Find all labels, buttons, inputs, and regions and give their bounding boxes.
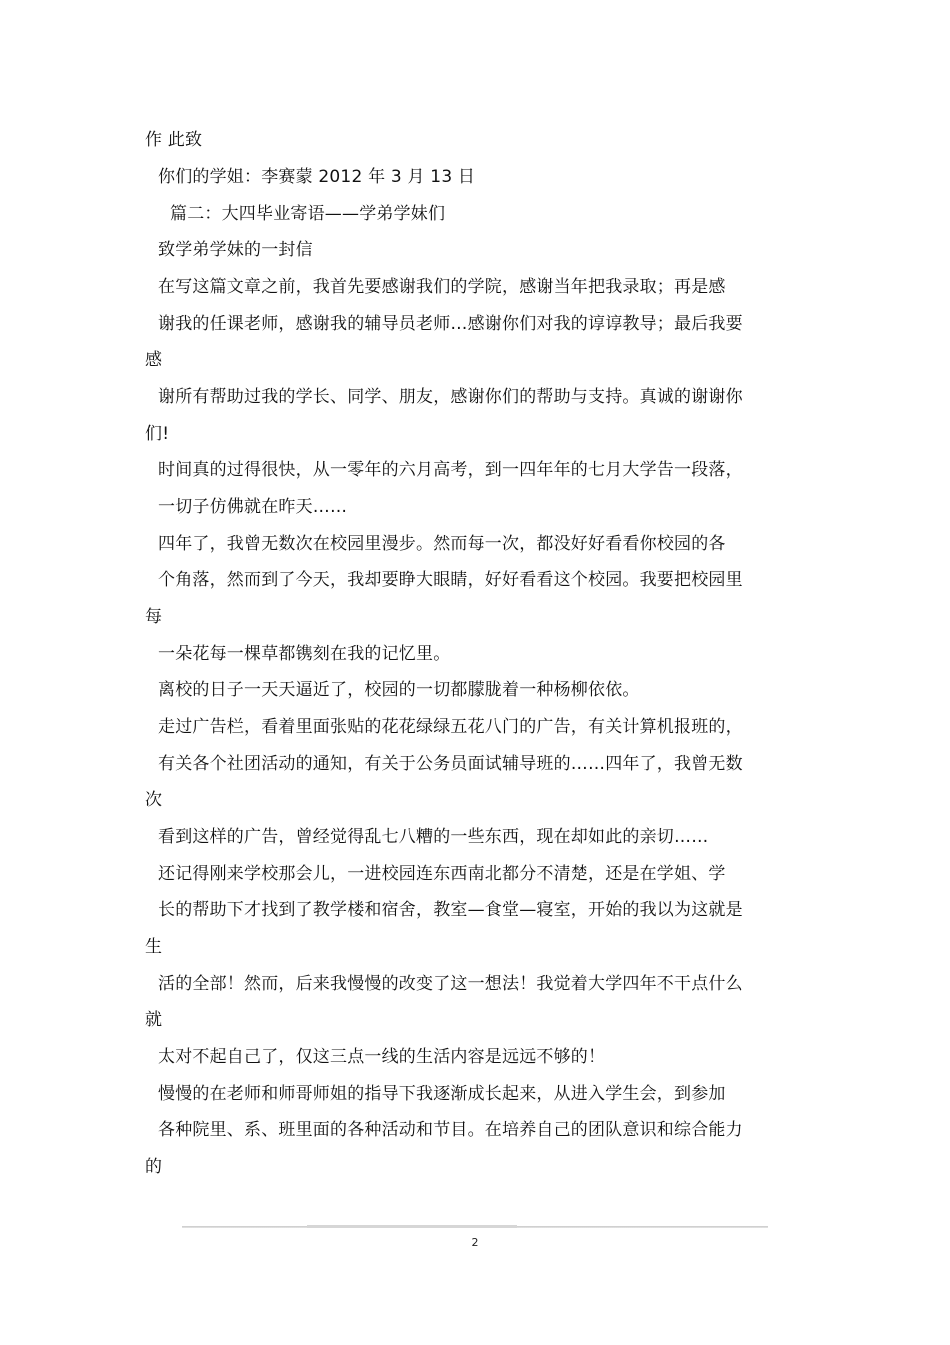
text-line-signature: 你们的学姐：李赛蒙 2012 年 3 月 13 日 <box>158 167 476 187</box>
page-number: 2 <box>471 1236 479 1249</box>
text-line: 看到这样的广告，曾经觉得乱七八糟的一些东西，现在却如此的亲切…… <box>158 827 709 847</box>
text-line: 四年了，我曾无数次在校园里漫步。然而每一次，都没好好看看你校园的各 <box>158 534 726 554</box>
text-line: 活的全部！然而，后来我慢慢的改变了这一想法！我觉着大学四年不干点什么 <box>158 974 743 994</box>
text-line: 谢所有帮助过我的学长、同学、朋友，感谢你们的帮助与支持。真诚的谢谢你 <box>158 387 743 407</box>
text-line: 次 <box>145 790 163 810</box>
text-line: 谢我的任课老师，感谢我的辅导员老师…感谢你们对我的谆谆教导；最后我要 <box>158 314 743 334</box>
text-line: 一切子仿佛就在昨天…… <box>158 497 348 517</box>
text-line: 慢慢的在老师和师哥师姐的指导下我逐渐成长起来，从进入学生会，到参加 <box>158 1084 726 1104</box>
text-line: 生 <box>145 937 163 957</box>
text-line: 各种院里、系、班里面的各种活动和节目。在培养自己的团队意识和综合能力 <box>158 1120 743 1140</box>
text-line: 的 <box>145 1157 163 1177</box>
text-line: 还记得刚来学校那会儿，一进校园连东西南北都分不清楚，还是在学姐、学 <box>158 864 726 884</box>
text-line: 在写这篇文章之前，我首先要感谢我们的学院，感谢当年把我录取；再是感 <box>158 277 726 297</box>
text-line: 长的帮助下才找到了教学楼和宿舍，教室—食堂—寝室，开始的我以为这就是 <box>158 900 743 920</box>
text-line: 就 <box>145 1010 163 1030</box>
text-line: 一朵花每一棵草都镌刻在我的记忆里。 <box>158 644 451 664</box>
text-line: 感 <box>145 350 163 370</box>
text-line: 太对不起自己了，仅这三点一线的生活内容是远远不够的！ <box>158 1047 606 1067</box>
section-heading: 篇二：大四毕业寄语——学弟学妹们 <box>170 204 446 224</box>
text-line: 有关各个社团活动的通知，有关于公务员面试辅导班的……四年了，我曾无数 <box>158 754 743 774</box>
text-line: 个角落，然而到了今天，我却要睁大眼睛，好好看看这个校园。我要把校园里 <box>158 570 743 590</box>
text-line-closing: 作 此致 <box>145 130 203 150</box>
text-line: 时间真的过得很快，从一零年的六月高考，到一四年年的七月大学告一段落， <box>158 460 743 480</box>
letter-title: 致学弟学妹的一封信 <box>158 240 313 260</box>
text-line: 每 <box>145 607 163 627</box>
text-line: 走过广告栏，看着里面张贴的花花绿绿五花八门的广告，有关计算机报班的， <box>158 717 743 737</box>
footer-divider <box>182 1226 768 1228</box>
text-line: 离校的日子一天天逼近了，校园的一切都朦胧着一种杨柳依依。 <box>158 680 640 700</box>
text-line: 们! <box>145 424 170 444</box>
